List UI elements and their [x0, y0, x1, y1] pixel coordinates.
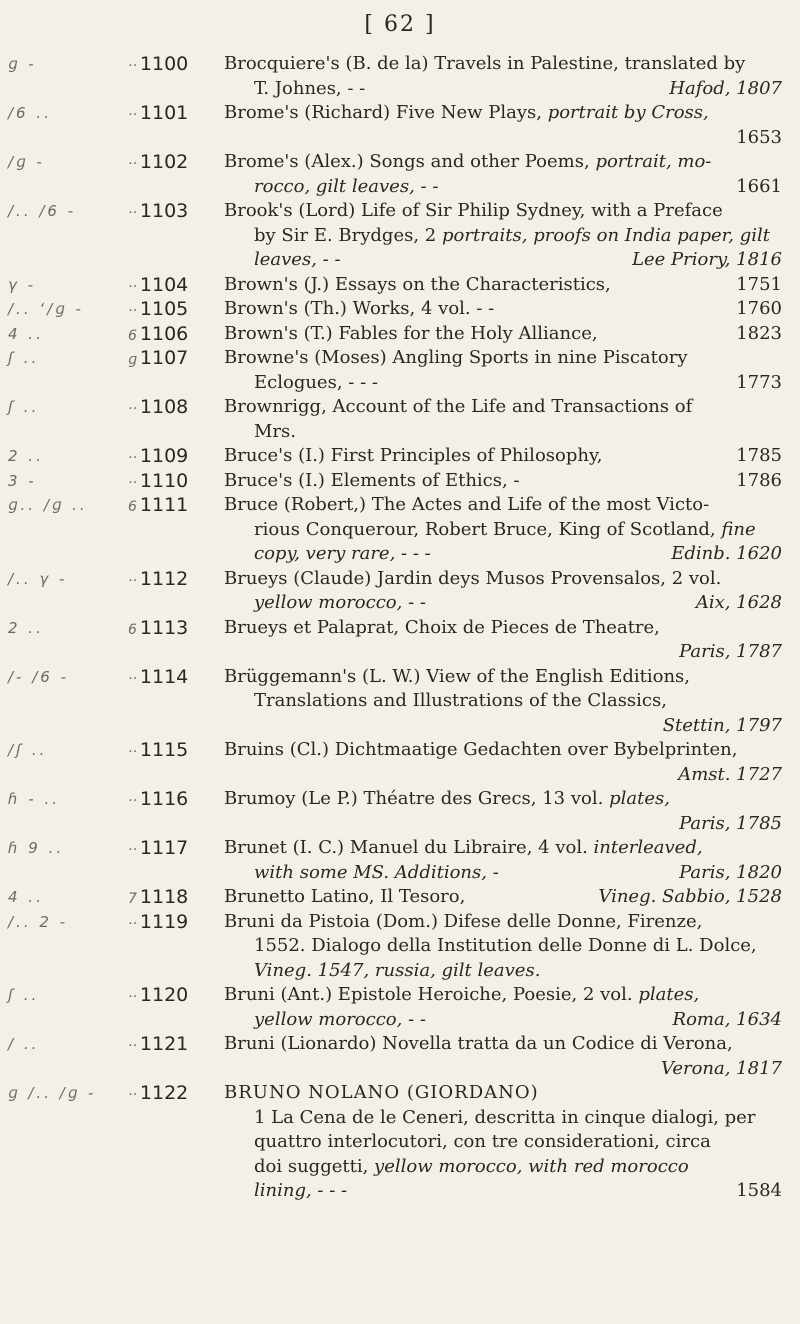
lot-number-value: 1102 — [139, 151, 189, 173]
entry-segment-italic: with some MS. Additions, - — [254, 861, 499, 883]
lot-number — [128, 738, 218, 765]
entry-segment-italic: yellow morocco, with red morocco — [374, 1155, 689, 1177]
entry-line — [224, 248, 782, 273]
entry-text — [224, 273, 782, 298]
entry-line — [224, 150, 782, 175]
lot-prefix-mark: ·· — [128, 1038, 137, 1054]
entry-line: Bruins (Cl.) Dichtmaatige Gedachten over Bybelprinten, — [224, 739, 738, 760]
entry-line — [224, 836, 782, 861]
entry-line — [224, 77, 782, 102]
lot-number-value: 1118 — [139, 886, 189, 908]
lot-number-value: 1105 — [139, 298, 189, 320]
entry-segment: Brumoy (Le P.) Théatre des Grecs, 13 vol. — [224, 788, 604, 809]
entry-segment: Bruce's (I.) First Principles of Philosophy, — [224, 445, 603, 466]
entry-line: Brueys (Claude) Jardin deys Musos Provensalos, 2 vol. — [224, 567, 722, 589]
handwritten-price-mark: /.. /6 - — [8, 202, 77, 220]
imprint-text: Verona, 1817 — [660, 1057, 782, 1079]
imprint: 1785 — [736, 445, 782, 466]
lot-number — [128, 346, 218, 373]
lot-number-value: 1109 — [139, 445, 189, 467]
catalog-entry — [0, 322, 800, 347]
entry-line — [224, 983, 782, 1008]
lot-number — [128, 322, 218, 349]
entry-segment-italic: copy, very rare, - - - — [254, 543, 431, 564]
lot-number-value: 1111 — [139, 494, 189, 516]
handwritten-price-mark: ɦ 9 .. — [8, 839, 65, 857]
entry-text — [224, 665, 782, 739]
entry-text — [224, 493, 782, 567]
lot-prefix-mark: ·· — [128, 278, 137, 295]
handwritten-price-mark: ʃ .. — [8, 398, 40, 416]
lot-number-value: 1112 — [139, 567, 189, 590]
lot-number — [128, 101, 218, 128]
entry-line — [224, 175, 782, 200]
lot-prefix-mark: ·· — [128, 989, 137, 1005]
entry-line: 1 La Cena de le Ceneri, descritta in cinque dialogi, per — [254, 1106, 756, 1128]
lot-number — [128, 567, 218, 594]
entry-line — [224, 542, 782, 567]
entry-line: 1552. Dialogo della Institution delle Donne di L. Dolce, — [254, 935, 757, 956]
entry-segment: Eclogues, - - - — [254, 371, 378, 393]
lot-number — [128, 199, 218, 226]
entry-segment: Brown's (T.) Fables for the Holy Alliance, — [224, 322, 598, 344]
imprint: Hafod, 1807 — [669, 77, 782, 99]
lot-prefix-mark: ·· — [128, 107, 137, 123]
imprint: 1760 — [736, 298, 782, 319]
entry-segment: Brome's (Alex.) Songs and other Poems, — [224, 151, 590, 172]
handwritten-price-mark: 2 .. — [8, 447, 44, 465]
lot-number-value: 1116 — [139, 788, 189, 810]
entry-line: Browne's (Moses) Angling Sports in nine Piscatory — [224, 347, 688, 368]
lot-number-value: 1117 — [139, 837, 189, 859]
entry-segment-italic: rocco, gilt leaves, - - — [254, 175, 439, 197]
catalog-entry — [0, 983, 800, 1032]
handwritten-price-mark: 4 .. — [8, 888, 44, 906]
entry-segment-italic: yellow morocco, - - — [254, 592, 426, 613]
imprint: Lee Priory, 1816 — [632, 249, 782, 270]
lot-number-value: 1100 — [139, 53, 189, 75]
entry-line: Brownrigg, Account of the Life and Transactions of — [224, 396, 693, 417]
imprint — [224, 812, 782, 837]
entry-segment: doi suggetti, — [254, 1155, 369, 1177]
entry-text — [224, 395, 782, 444]
entry-line — [224, 1179, 782, 1204]
catalog-entry — [0, 787, 800, 836]
imprint — [224, 1057, 782, 1082]
catalog-entry — [0, 738, 800, 787]
entry-text — [224, 346, 782, 395]
catalog-list — [0, 52, 800, 1204]
imprint: 1661 — [736, 175, 782, 197]
catalog-entry — [0, 493, 800, 567]
imprint: 1773 — [736, 371, 782, 393]
lot-prefix-mark: ·· — [128, 474, 137, 491]
entry-text — [224, 101, 782, 150]
entry-text — [224, 150, 782, 199]
lot-number-value: 1104 — [139, 273, 189, 296]
entry-text — [224, 297, 782, 322]
entry-segment-italic: fine — [721, 518, 756, 540]
entry-text — [224, 1032, 782, 1081]
lot-prefix-mark: ·· — [128, 793, 137, 809]
entry-line — [224, 518, 782, 543]
lot-prefix-mark: ·· — [128, 450, 137, 466]
handwritten-price-mark: /.. ʻ/ɡ - — [8, 300, 84, 318]
lot-number-value: 1113 — [139, 616, 189, 639]
entry-text — [224, 616, 782, 665]
lot-prefix-mark: 7 — [128, 891, 137, 907]
lot-number-value: 1106 — [139, 322, 189, 345]
handwritten-price-mark: ʃ .. — [8, 349, 40, 367]
entry-segment-italic: leaves, - - — [254, 249, 341, 270]
lot-prefix-mark: ·· — [128, 670, 137, 687]
lot-number — [128, 52, 218, 79]
handwritten-price-mark: ɦ - .. — [8, 790, 60, 808]
imprint: 1584 — [736, 1180, 782, 1201]
catalog-entry — [0, 297, 800, 322]
entry-line: Bruce (Robert,) The Actes and Life of the most Victo- — [224, 494, 710, 515]
entry-text — [224, 738, 782, 787]
catalog-entry — [0, 444, 800, 469]
entry-line — [224, 591, 782, 616]
lot-number-value: 1107 — [139, 347, 189, 369]
entry-line — [224, 787, 782, 812]
entry-segment-italic: plates, — [609, 788, 670, 809]
catalog-entry — [0, 395, 800, 444]
catalog-entry — [0, 616, 800, 665]
lot-prefix-mark: ·· — [128, 572, 137, 589]
entry-text — [224, 52, 782, 101]
imprint — [224, 714, 782, 739]
entry-line: Translations and Illustrations of the Classics, — [254, 690, 667, 711]
lot-number-value: 1121 — [139, 1033, 189, 1055]
entry-segment-italic: portrait by Cross, — [547, 102, 709, 123]
lot-number — [128, 469, 218, 496]
entry-text — [224, 910, 782, 984]
catalog-entry — [0, 665, 800, 739]
entry-text — [224, 836, 782, 885]
lot-prefix-mark: 6 — [128, 327, 137, 344]
handwritten-price-mark: /ʃ .. — [8, 741, 48, 759]
lot-number — [128, 150, 218, 177]
imprint: 1786 — [736, 469, 782, 491]
entry-text — [224, 444, 782, 469]
entry-text — [224, 469, 782, 494]
entry-line: Bruni da Pistoia (Dom.) Difese delle Donne, Firenze, — [224, 910, 703, 932]
entry-line: Brüggemann's (L. W.) View of the English Editions, — [224, 665, 691, 687]
entry-line: Brook's (Lord) Life of Sir Philip Sydney, with a Preface — [224, 200, 723, 221]
imprint-text: Paris, 1785 — [679, 812, 782, 834]
lot-number-value: 1115 — [139, 739, 189, 761]
entry-line — [224, 885, 782, 910]
imprint: 1751 — [736, 273, 782, 295]
catalog-entry — [0, 910, 800, 984]
lot-prefix-mark: ·· — [128, 205, 137, 221]
lot-number — [128, 983, 218, 1010]
lot-prefix-mark: ·· — [128, 915, 137, 932]
entry-line — [224, 1008, 782, 1033]
lot-number — [128, 395, 218, 422]
entry-line: Brueys et Palaprat, Choix de Pieces de Theatre, — [224, 616, 660, 638]
imprint: Vineg. Sabbio, 1528 — [598, 886, 782, 907]
catalog-entry — [0, 469, 800, 494]
handwritten-price-mark: /6 .. — [8, 104, 52, 122]
lot-number-value: 1108 — [139, 396, 189, 418]
lot-number-value: 1120 — [139, 984, 189, 1006]
entry-segment: by Sir E. Brydges, 2 — [254, 224, 437, 246]
lot-number-value: 1119 — [139, 910, 189, 933]
lot-number — [128, 273, 218, 300]
entry-line: quattro interlocutori, con tre considerationi, circa — [254, 1131, 711, 1152]
handwritten-price-mark: 4 .. — [8, 324, 44, 343]
entry-text — [224, 322, 782, 347]
catalog-entry — [0, 1081, 800, 1204]
entry-line — [224, 371, 782, 396]
handwritten-price-mark: /.. γ - — [8, 569, 68, 588]
entry-segment-italic: yellow morocco, - - — [254, 1008, 426, 1030]
lot-prefix-mark: ·· — [128, 401, 137, 417]
lot-number — [128, 910, 218, 937]
catalog-entry — [0, 1032, 800, 1081]
entry-segment: rious Conquerour, Robert Bruce, King of Scotland, — [254, 518, 716, 540]
imprint: Edinb. 1620 — [671, 543, 782, 564]
catalog-entry — [0, 101, 800, 150]
handwritten-price-mark: ʃ .. — [8, 986, 40, 1004]
entry-text — [224, 787, 782, 836]
lot-number-value: 1103 — [139, 200, 189, 222]
handwritten-price-mark: 2 .. — [8, 618, 44, 637]
handwritten-price-mark: /- /6 - — [8, 667, 70, 686]
lot-prefix-mark: ·· — [128, 842, 137, 858]
entry-line — [224, 959, 782, 984]
entry-segment: Brunetto Latino, Il Tesoro, — [224, 886, 466, 907]
entry-line — [224, 1155, 782, 1180]
entry-line — [224, 273, 782, 298]
catalog-entry — [0, 836, 800, 885]
imprint-text: Paris, 1787 — [679, 641, 782, 662]
entry-text — [224, 885, 782, 910]
catalog-entry — [0, 52, 800, 101]
handwritten-price-mark: ɡ - — [8, 55, 37, 73]
lot-prefix-mark: 6 — [128, 621, 137, 638]
entry-segment: Brunet (I. C.) Manuel du Libraire, 4 vol. — [224, 837, 588, 858]
entry-segment-italic: portraits, proofs on India paper, gilt — [441, 224, 770, 246]
imprint — [224, 763, 782, 788]
entry-line — [224, 224, 782, 249]
entry-line — [224, 861, 782, 886]
imprint: Roma, 1634 — [672, 1008, 782, 1030]
entry-segment: Brome's (Richard) Five New Plays, — [224, 102, 542, 123]
lot-number — [128, 1032, 218, 1059]
entry-segment: Brown's (Th.) Works, 4 vol. - - — [224, 298, 495, 319]
handwritten-price-mark: ɡ.. /ɡ .. — [8, 496, 88, 514]
lot-prefix-mark: ·· — [128, 744, 137, 760]
lot-number — [128, 836, 218, 863]
catalog-entry — [0, 885, 800, 910]
lot-number — [128, 616, 218, 643]
lot-number — [128, 665, 218, 692]
entry-segment-italic: lining, - - - — [254, 1180, 348, 1201]
catalog-entry — [0, 150, 800, 199]
page-number: [ 62 ] — [364, 12, 436, 37]
imprint: 1653 — [736, 126, 782, 148]
handwritten-price-mark: / .. — [8, 1035, 40, 1053]
entry-segment: T. Johnes, - - — [254, 77, 366, 99]
lot-number-value: 1101 — [139, 102, 189, 124]
catalog-entry — [0, 346, 800, 395]
imprint: Aix, 1628 — [695, 592, 782, 613]
imprint: Paris, 1820 — [679, 861, 782, 883]
author-heading: BRUNO NOLANO (GIORDANO) — [224, 1082, 539, 1103]
lot-number-value: 1114 — [139, 665, 189, 688]
entry-line: Mrs. — [254, 420, 296, 442]
catalog-entry — [0, 567, 800, 616]
catalog-entry — [0, 273, 800, 298]
entry-text — [224, 983, 782, 1032]
lot-prefix-mark: 6 — [128, 499, 137, 515]
entry-text — [224, 199, 782, 273]
handwritten-price-mark: γ - — [8, 275, 37, 294]
lot-number — [128, 297, 218, 324]
lot-number — [128, 493, 218, 520]
entry-line: Bruni (Lionardo) Novella tratta da un Codice di Verona, — [224, 1033, 733, 1054]
entry-segment-italic: interleaved, — [593, 837, 703, 858]
entry-line: Brocquiere's (B. de la) Travels in Palestine, translated by — [224, 53, 746, 74]
imprint — [224, 640, 782, 665]
imprint: 1823 — [736, 322, 782, 344]
lot-number — [128, 885, 218, 912]
lot-prefix-mark: ·· — [128, 58, 137, 74]
handwritten-price-mark: 3 - — [8, 471, 37, 490]
lot-number-value: 1122 — [139, 1082, 189, 1104]
entry-line — [224, 444, 782, 469]
entry-segment-italic: portrait, mo- — [595, 151, 712, 172]
lot-number — [128, 444, 218, 471]
lot-number — [128, 787, 218, 814]
entry-segment-italic: plates, — [638, 984, 700, 1005]
entry-segment: Brown's (J.) Essays on the Characteristics, — [224, 273, 611, 295]
lot-number-value: 1110 — [139, 469, 189, 492]
lot-prefix-mark: ·· — [128, 303, 137, 319]
entry-line — [224, 297, 782, 322]
lot-prefix-mark: ·· — [128, 156, 137, 172]
entry-segment-italic: Vineg. 1547, russia, gilt leaves. — [254, 959, 541, 981]
entry-segment: Bruni (Ant.) Epistole Heroiche, Poesie, 2 vol. — [224, 984, 633, 1005]
lot-prefix-mark: ·· — [128, 1087, 137, 1103]
lot-number — [128, 1081, 218, 1108]
catalog-entry — [0, 199, 800, 273]
entry-text — [224, 1081, 782, 1204]
entry-line — [224, 101, 782, 126]
handwritten-price-mark: /ɡ - — [8, 153, 45, 171]
imprint-text: Stettin, 1797 — [662, 714, 782, 736]
imprint-text: Amst. 1727 — [678, 763, 782, 785]
entry-text — [224, 567, 782, 616]
handwritten-price-mark: /.. 2 - — [8, 912, 69, 931]
entry-line — [224, 469, 782, 494]
handwritten-price-mark: ɡ /.. /ɡ - — [8, 1084, 97, 1102]
entry-line — [224, 322, 782, 347]
lot-prefix-mark: ɡ — [128, 352, 137, 368]
entry-segment: Bruce's (I.) Elements of Ethics, - — [224, 469, 520, 491]
